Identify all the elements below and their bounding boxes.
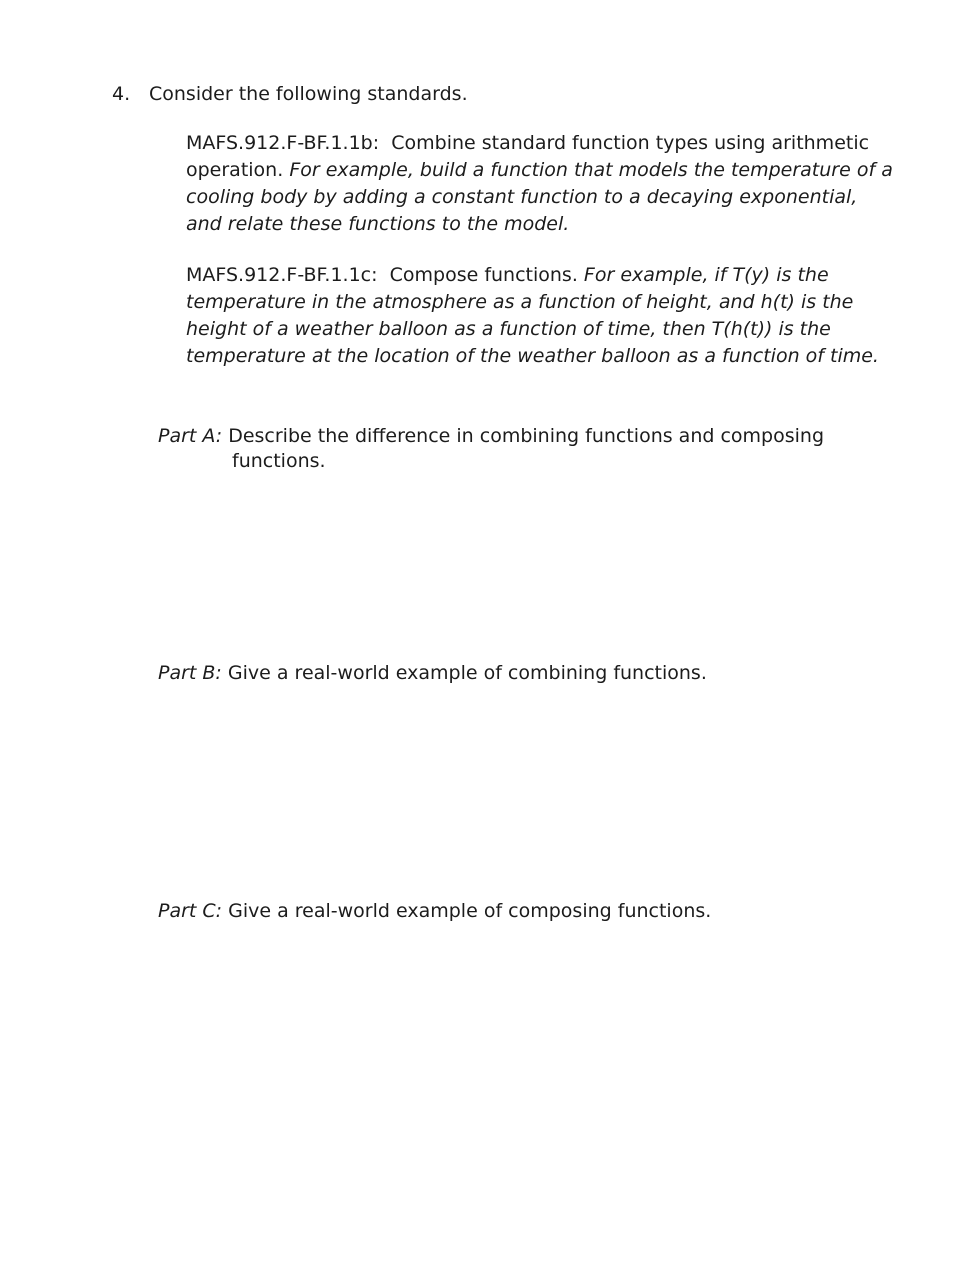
- standard-2-code: MAFS.912.F-BF.1.1c:: [186, 264, 378, 286]
- standard-2: [186, 262, 896, 370]
- standard-1: [186, 130, 896, 238]
- standard-1-code: MAFS.912.F-BF.1.1b:: [186, 132, 380, 154]
- question-intro: Consider the following standards.: [149, 83, 468, 105]
- question-number: 4.: [112, 83, 131, 105]
- part-c-text: Give a real-world example of composing functions.: [228, 900, 712, 922]
- part-b-answer-space: [158, 695, 878, 885]
- part-a-text-line2: functions.: [232, 450, 326, 472]
- part-b: [158, 660, 878, 687]
- part-b-text: Give a real-world example of combining functions.: [227, 662, 707, 684]
- standard-1-example: For example, build a function that models the temperature of a cooling body by adding a constant function to a decaying exponential, and relate these functions to the model.: [186, 159, 893, 235]
- part-c-label: Part C:: [158, 900, 223, 922]
- standard-2-example: For example, if T(y) is the temperature in the atmosphere as a function of height, and h(t) is the height of a weather balloon as a function of time, then T(h(t)) is the temperature at the location of the weather balloon as a function of time.: [186, 264, 879, 367]
- standard-1-description: Combine standard function types using arithmetic operation.: [186, 132, 870, 181]
- part-c: [158, 898, 878, 925]
- part-a-text-line1: Describe the difference in combining functions and composing: [228, 425, 825, 447]
- part-a-label: Part A:: [158, 425, 223, 447]
- part-a: [158, 423, 878, 472]
- standard-2-description: Compose functions.: [389, 264, 578, 286]
- part-a-answer-space: [158, 478, 878, 648]
- part-b-label: Part B:: [158, 662, 222, 684]
- part-c-answer-space: [158, 933, 878, 1233]
